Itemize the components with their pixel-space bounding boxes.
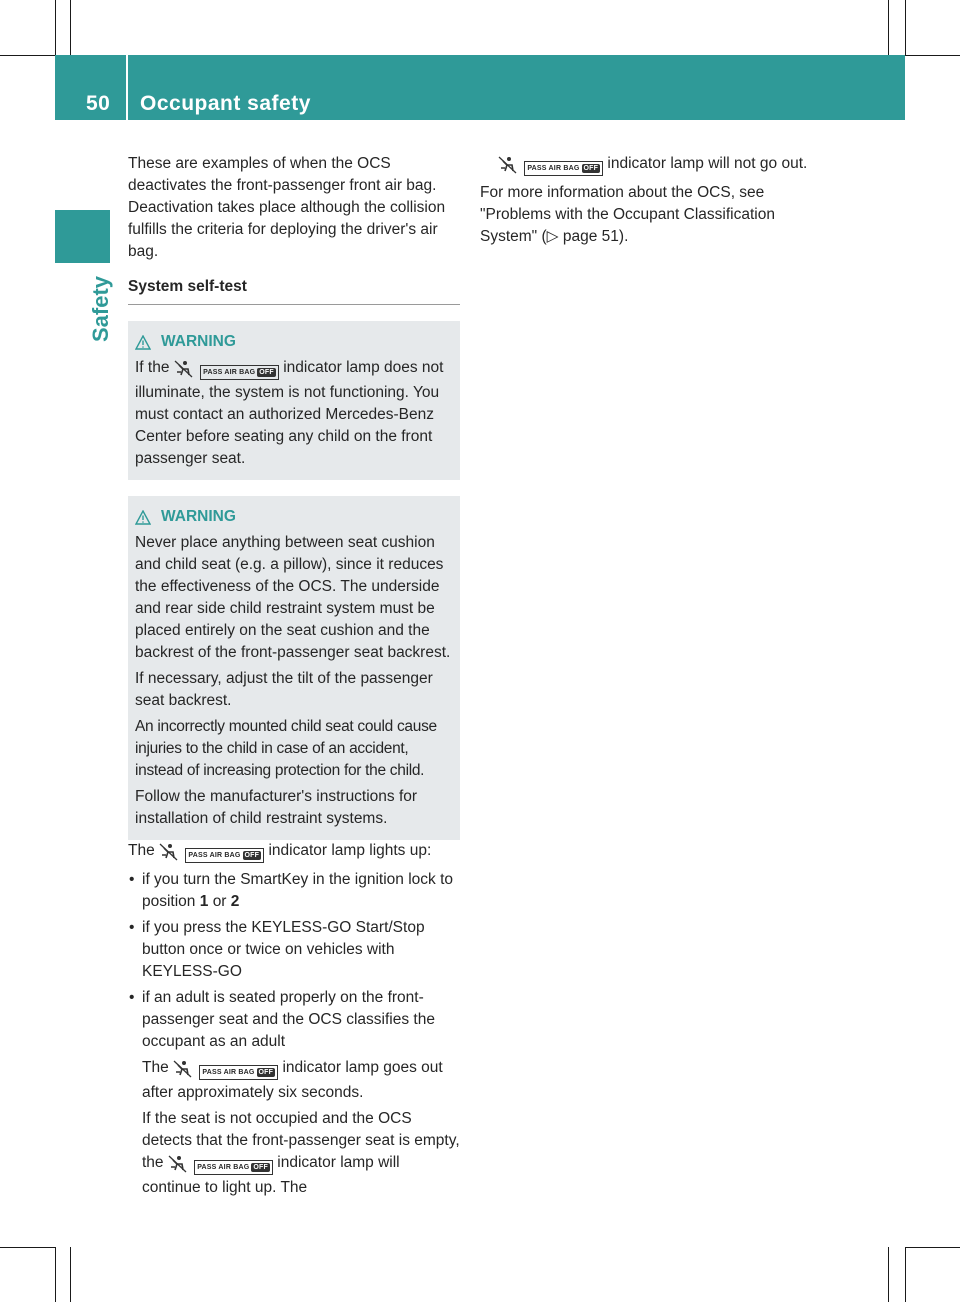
warning-heading (135, 331, 452, 353)
crop-mark (0, 1247, 55, 1248)
warning-triangle-icon (135, 335, 151, 350)
list-item: • if an adult is seated properly on the front-passenger seat and the OCS classifies the occupant as an adult The PASS AIR BAG OFF indicator lamp goes out after approximately six seconds. If the seat is not occupied and the OCS detects that the front-passenger seat is empty, the PASS AIR BAG OFF indicator lamp will continue to light up. The (128, 987, 460, 1199)
pass-air-bag-off-icon: PASS AIR BAG OFF (524, 161, 603, 176)
warning-box (128, 321, 460, 480)
warning-heading (135, 506, 452, 528)
crop-mark (70, 1247, 71, 1302)
more-info-link[interactable]: For more information about the OCS, see "Problems with the Occupant Classification System" (▷ page 51). (480, 184, 775, 245)
section-heading: System self-test (128, 276, 460, 305)
pass-air-bag-off-icon: PASS AIR BAG OFF (200, 365, 279, 380)
right-column (480, 153, 820, 248)
page-title: Occupant safety (140, 92, 311, 115)
crop-mark (905, 55, 960, 56)
crop-mark (0, 55, 55, 56)
section-label: Safety (88, 275, 113, 342)
warning-label: WARNING (161, 508, 236, 525)
condition-list (128, 869, 460, 1199)
list-item: • if you turn the SmartKey in the ignition lock to position 1 or 2 (128, 869, 460, 913)
sub-paragraph: If the seat is not occupied and the OCS detects that the front-passenger seat is empty, the PASS AIR BAG OFF indicator lamp will continue to light up. The (142, 1110, 460, 1196)
seat-occupant-lamp-icon (173, 1060, 195, 1082)
left-column (128, 153, 460, 1199)
pass-air-bag-off-icon: PASS AIR BAG OFF (194, 1160, 273, 1175)
warning-text: If necessary, adjust the tilt of the passenger seat backrest. (135, 670, 433, 709)
continued-paragraph: PASS AIR BAG OFF indicator lamp will not go out. (480, 153, 820, 178)
crop-mark (888, 1247, 889, 1302)
seat-occupant-lamp-icon (159, 843, 181, 865)
warning-text: An incorrectly mounted child seat could cause injuries to the child in case of an accident, instead of increasing protection for the child. (135, 718, 437, 779)
warning-text: Follow the manufacturer's instructions for installation of child restraint systems. (135, 788, 418, 827)
seat-occupant-lamp-icon (174, 360, 196, 382)
header-divider (126, 55, 128, 120)
warning-triangle-icon (135, 510, 151, 525)
crop-mark (55, 1247, 56, 1302)
crop-mark (888, 0, 889, 55)
crop-mark (905, 1247, 906, 1302)
seat-occupant-lamp-icon (168, 1155, 190, 1177)
lamp-lights-paragraph: The PASS AIR BAG OFF indicator lamp lights up: (128, 840, 460, 865)
warning-text: If the PASS AIR BAG OFF indicator lamp does not illuminate, the system is not functioning. You must contact an authorized Mercedes-Benz Center before seating any child on the front passenger seat. (135, 359, 444, 467)
crop-mark (70, 0, 71, 55)
list-item: • if you press the KEYLESS-GO Start/Stop button once or twice on vehicles with KEYLESS-GO (128, 917, 460, 983)
section-tab (55, 210, 110, 263)
intro-paragraph: These are examples of when the OCS deactivates the front-passenger front air bag. Deactivation takes place although the collision fulfills the criteria for deploying the driver's air bag. (128, 155, 446, 260)
warning-box (128, 496, 460, 840)
crop-mark (905, 0, 906, 55)
pass-air-bag-off-icon: PASS AIR BAG OFF (199, 1065, 278, 1080)
warning-label: WARNING (161, 333, 236, 350)
sub-paragraph: The PASS AIR BAG OFF indicator lamp goes out after approximately six seconds. (142, 1059, 443, 1101)
page-number: 50 (86, 92, 111, 115)
pass-air-bag-off-icon: PASS AIR BAG OFF (185, 848, 264, 863)
warning-text: Never place anything between seat cushion and child seat (e.g. a pillow), since it reduces the effectiveness of the OCS. The underside and rear side child restraint system must be placed entirely on the seat cushion and the backrest of the front-passenger seat backrest. (135, 534, 451, 661)
crop-mark (905, 1247, 960, 1248)
seat-occupant-lamp-icon (498, 156, 520, 178)
crop-mark (55, 0, 56, 55)
